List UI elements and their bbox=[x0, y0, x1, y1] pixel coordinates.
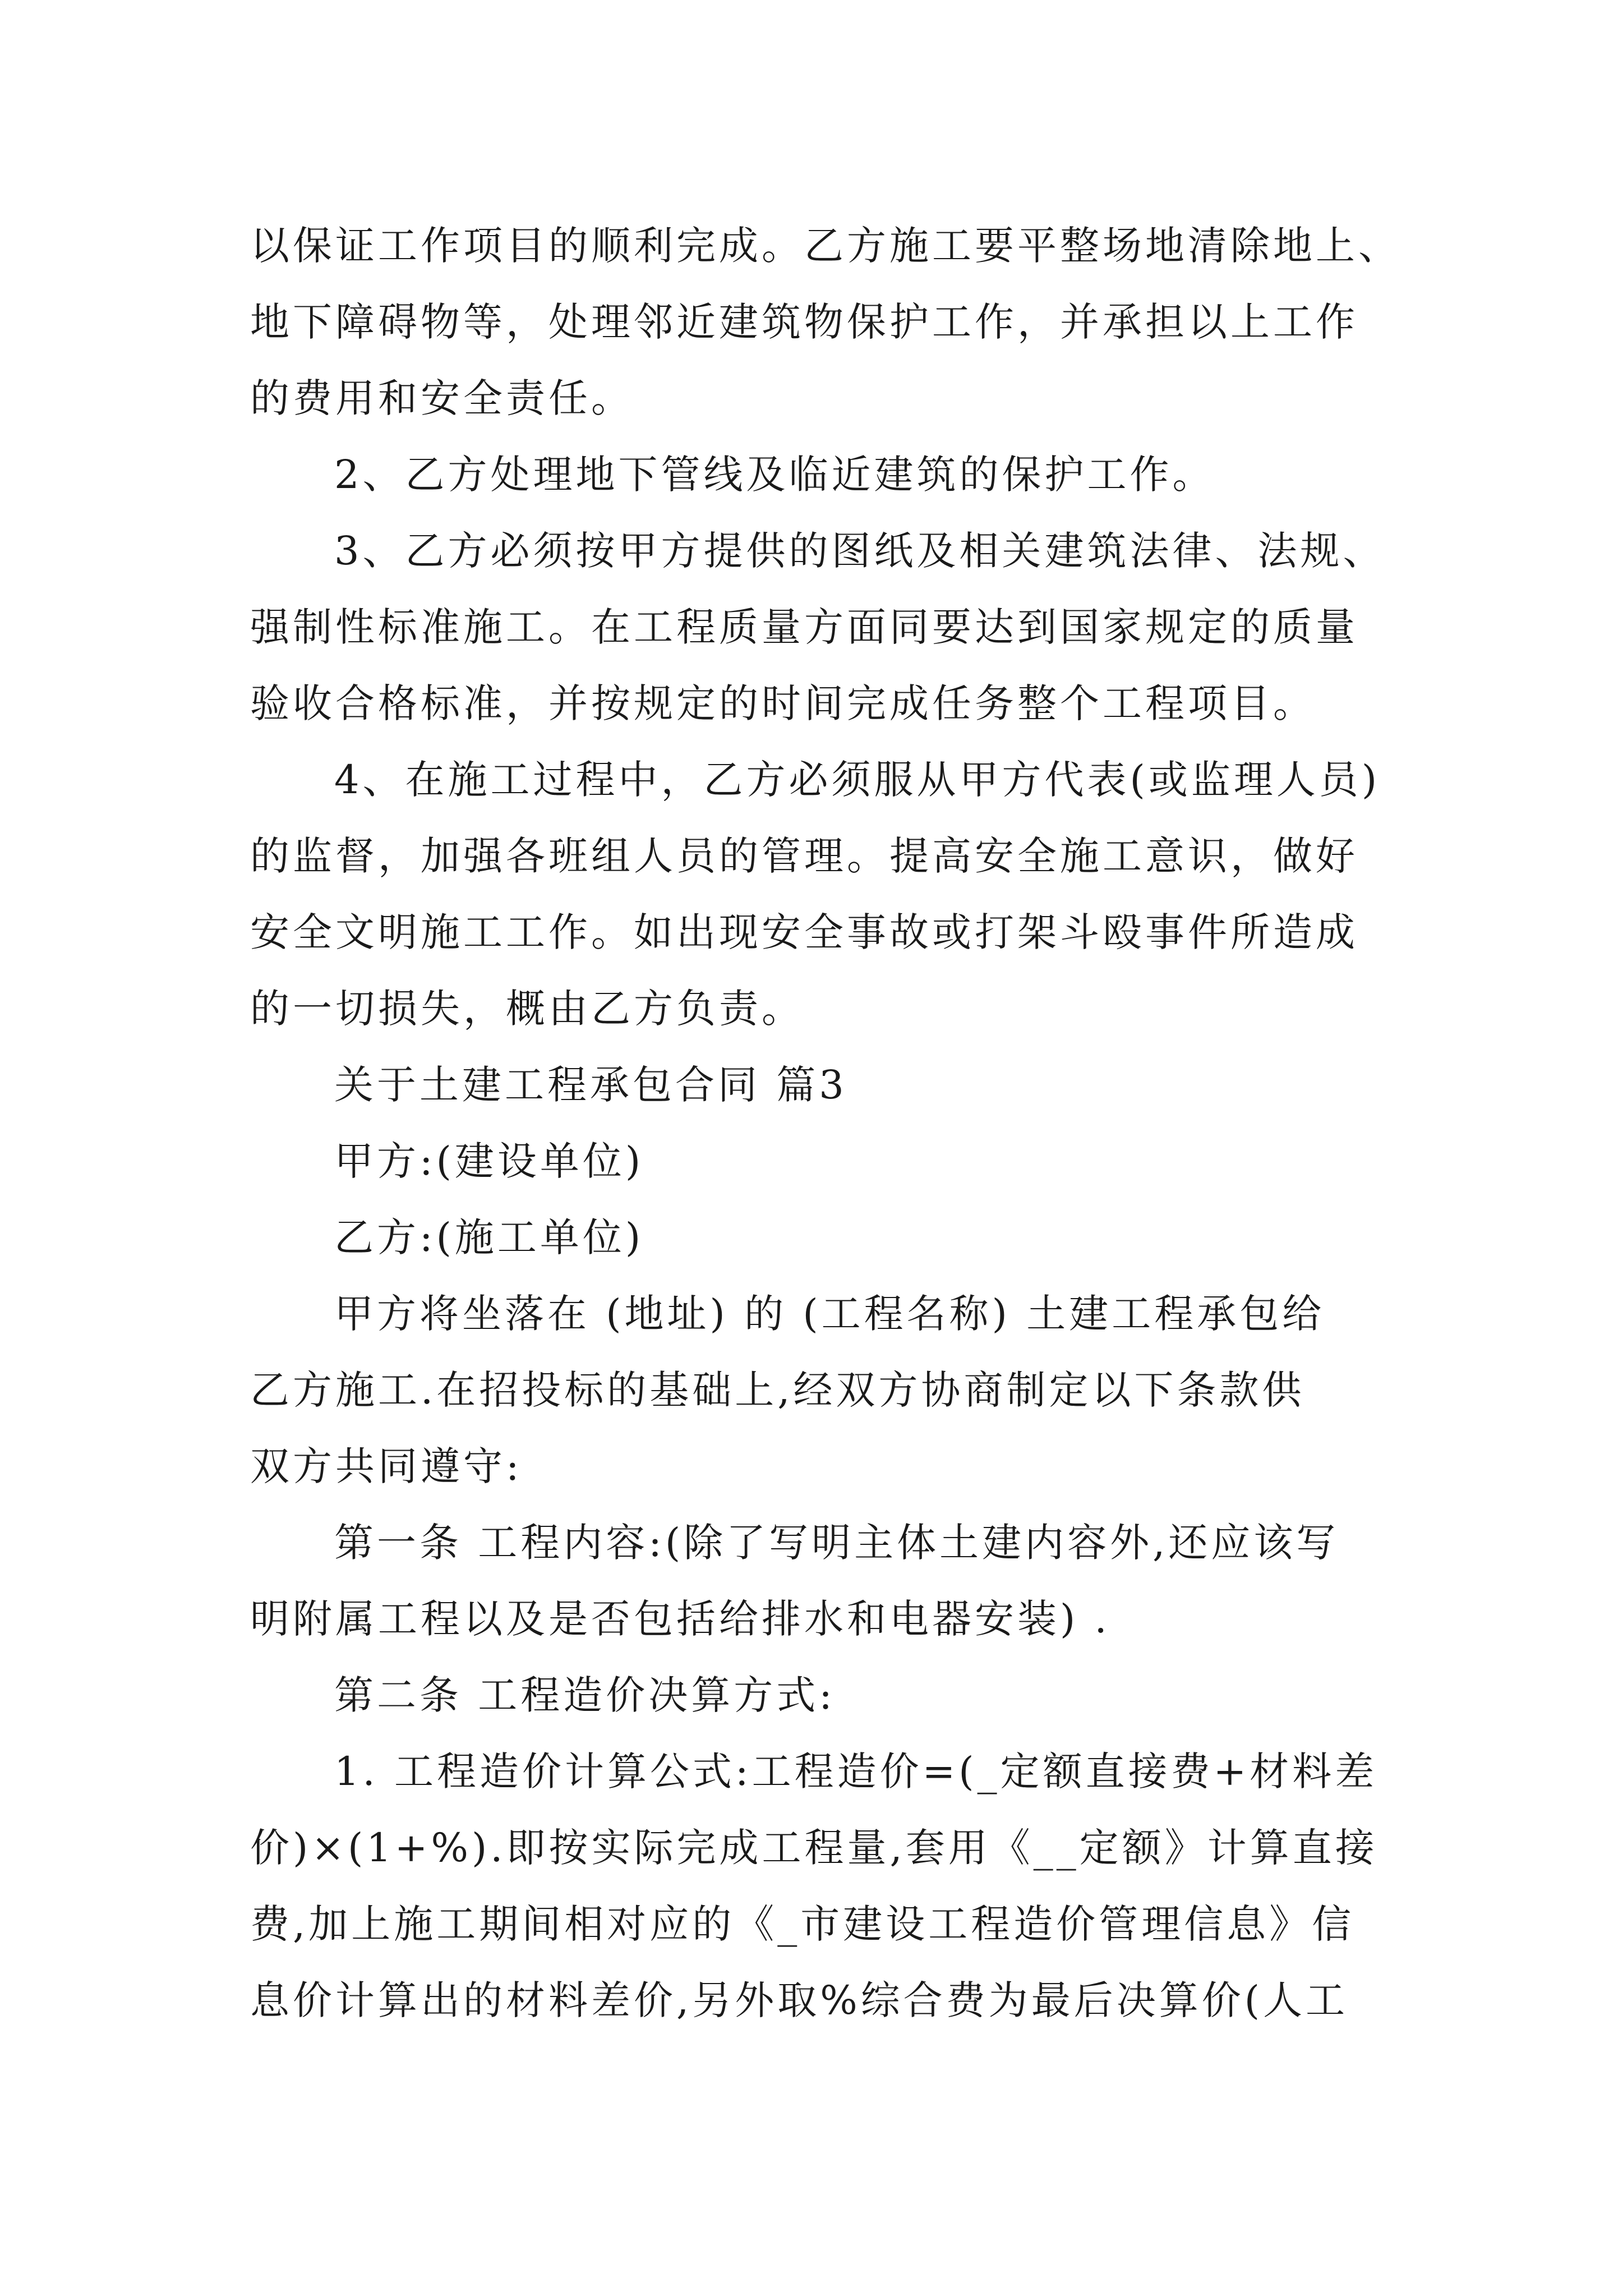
text-line: 明附属工程以及是否包括给排水和电器安装) . bbox=[250, 1596, 1110, 1642]
document-body bbox=[250, 208, 1439, 2039]
text-line: 第二条 工程造价决算方式: bbox=[334, 1672, 836, 1718]
text-line: 乙方:(施工单位) bbox=[334, 1214, 644, 1260]
text-line: 地下障碍物等，处理邻近建筑物保护工作，并承担以上工作 bbox=[250, 299, 1358, 345]
text-line: 强制性标准施工。在工程质量方面同要达到国家规定的质量 bbox=[250, 604, 1358, 650]
text-line: 2、乙方处理地下管线及临近建筑的保护工作。 bbox=[334, 452, 1215, 498]
text-line: 安全文明施工工作。如出现安全事故或打架斗殴事件所造成 bbox=[250, 909, 1358, 955]
text-line: 关于土建工程承包合同 篇3 bbox=[334, 1062, 847, 1108]
text-line: 3、乙方必须按甲方提供的图纸及相关建筑法律、法规、 bbox=[334, 528, 1386, 574]
text-line: 4、在施工过程中，乙方必须服从甲方代表(或监理人员) bbox=[334, 757, 1381, 803]
text-line: 的费用和安全责任。 bbox=[250, 375, 634, 421]
text-line: 乙方施工.在招投标的基础上,经双方协商制定以下条款供 bbox=[250, 1367, 1305, 1413]
text-line: 验收合格标准，并按规定的时间完成任务整个工程项目。 bbox=[250, 680, 1316, 726]
text-line: 费,加上施工期间相对应的《_市建设工程造价管理信息》信 bbox=[250, 1901, 1355, 1947]
text-line: 的一切损失，概由乙方负责。 bbox=[250, 986, 804, 1032]
text-line: 甲方将坐落在 (地址) 的 (工程名称) 土建工程承包给 bbox=[334, 1291, 1325, 1337]
text-line: 1. 工程造价计算公式:工程造价=(_定额直接费+材料差 bbox=[334, 1749, 1378, 1795]
text-line: 息价计算出的材料差价,另外取%综合费为最后决算价(人工 bbox=[250, 1977, 1349, 2023]
text-line: 甲方:(建设单位) bbox=[334, 1138, 644, 1184]
text-line: 价)×(1+%).即按实际完成工程量,套用《__定额》计算直接 bbox=[250, 1825, 1378, 1871]
text-line: 以保证工作项目的顺利完成。乙方施工要平整场地清除地上、 bbox=[250, 223, 1401, 269]
text-line: 第一条 工程内容:(除了写明主体土建内容外,还应该写 bbox=[334, 1520, 1339, 1566]
text-line: 双方共同遵守: bbox=[250, 1443, 523, 1489]
text-line: 的监督，加强各班组人员的管理。提高安全施工意识，做好 bbox=[250, 833, 1358, 879]
